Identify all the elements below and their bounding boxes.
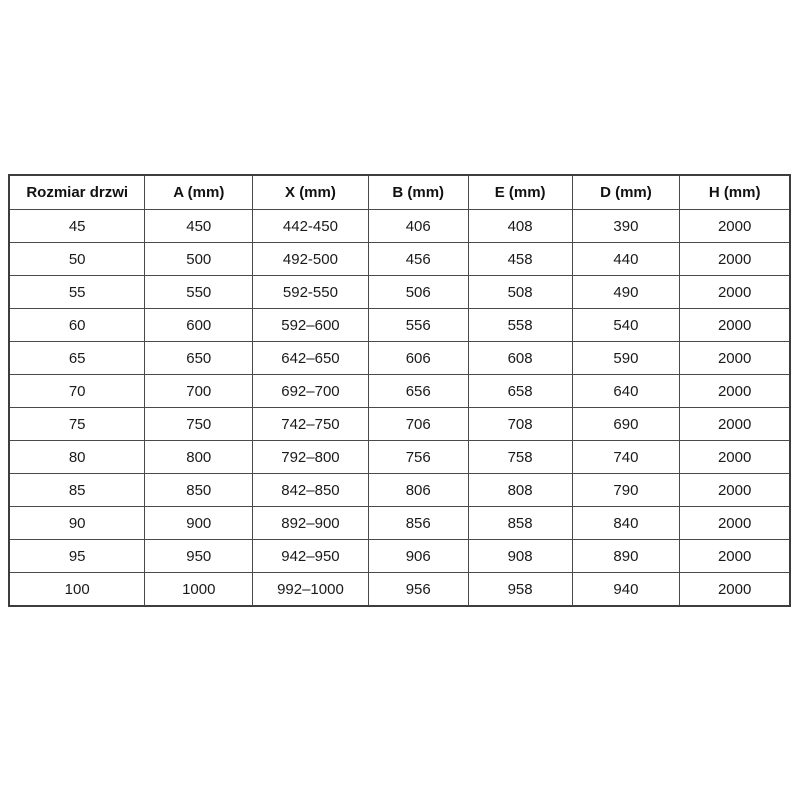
table-cell: 950 xyxy=(145,540,253,573)
table-cell: 892–900 xyxy=(253,507,369,540)
table-cell: 792–800 xyxy=(253,441,369,474)
table-cell: 900 xyxy=(145,507,253,540)
table-row xyxy=(9,342,790,375)
table-cell: 850 xyxy=(145,474,253,507)
table-cell: 708 xyxy=(468,408,572,441)
table-row xyxy=(9,175,790,210)
table-cell: 540 xyxy=(572,309,680,342)
table-cell: 508 xyxy=(468,276,572,309)
table-cell: 658 xyxy=(468,375,572,408)
table-cell: 942–950 xyxy=(253,540,369,573)
table-cell: 45 xyxy=(9,210,145,243)
table-cell: 2000 xyxy=(680,441,790,474)
table-cell: 2000 xyxy=(680,309,790,342)
table-row xyxy=(9,474,790,507)
table-cell: 450 xyxy=(145,210,253,243)
table-cell: 656 xyxy=(368,375,468,408)
table-cell: 956 xyxy=(368,573,468,607)
table-cell: 95 xyxy=(9,540,145,573)
table-cell: 2000 xyxy=(680,573,790,607)
table-row xyxy=(9,408,790,441)
table-cell: 690 xyxy=(572,408,680,441)
table-cell: 390 xyxy=(572,210,680,243)
table-cell: 65 xyxy=(9,342,145,375)
table-cell: 590 xyxy=(572,342,680,375)
table-cell: 2000 xyxy=(680,342,790,375)
table-cell: 790 xyxy=(572,474,680,507)
table-cell: 2000 xyxy=(680,375,790,408)
table-cell: 408 xyxy=(468,210,572,243)
table-cell: 958 xyxy=(468,573,572,607)
table-cell: 70 xyxy=(9,375,145,408)
door-size-table-container xyxy=(8,174,791,607)
table-cell: 908 xyxy=(468,540,572,573)
table-cell: 90 xyxy=(9,507,145,540)
table-cell: 608 xyxy=(468,342,572,375)
table-cell: 750 xyxy=(145,408,253,441)
table-cell: 840 xyxy=(572,507,680,540)
table-cell: 550 xyxy=(145,276,253,309)
table-header-cell: Rozmiar drzwi xyxy=(9,175,145,210)
table-cell: 740 xyxy=(572,441,680,474)
table-cell: 55 xyxy=(9,276,145,309)
table-cell: 700 xyxy=(145,375,253,408)
table-header-row xyxy=(9,175,790,210)
table-row xyxy=(9,243,790,276)
table-cell: 406 xyxy=(368,210,468,243)
table-row xyxy=(9,375,790,408)
table-cell: 592–600 xyxy=(253,309,369,342)
table-cell: 490 xyxy=(572,276,680,309)
table-cell: 806 xyxy=(368,474,468,507)
table-cell: 906 xyxy=(368,540,468,573)
table-row xyxy=(9,540,790,573)
table-cell: 940 xyxy=(572,573,680,607)
table-cell: 506 xyxy=(368,276,468,309)
table-row xyxy=(9,210,790,243)
table-cell: 50 xyxy=(9,243,145,276)
table-cell: 706 xyxy=(368,408,468,441)
table-cell: 2000 xyxy=(680,243,790,276)
table-header-cell: D (mm) xyxy=(572,175,680,210)
table-cell: 2000 xyxy=(680,474,790,507)
table-cell: 890 xyxy=(572,540,680,573)
table-cell: 756 xyxy=(368,441,468,474)
table-cell: 458 xyxy=(468,243,572,276)
table-cell: 842–850 xyxy=(253,474,369,507)
table-row xyxy=(9,441,790,474)
table-header-cell: X (mm) xyxy=(253,175,369,210)
table-row xyxy=(9,573,790,607)
door-size-table xyxy=(8,174,791,607)
table-cell: 2000 xyxy=(680,210,790,243)
table-header-cell: A (mm) xyxy=(145,175,253,210)
table-cell: 442-450 xyxy=(253,210,369,243)
table-cell: 742–750 xyxy=(253,408,369,441)
table-row xyxy=(9,507,790,540)
table-header-cell: H (mm) xyxy=(680,175,790,210)
table-cell: 440 xyxy=(572,243,680,276)
table-row xyxy=(9,309,790,342)
table-cell: 640 xyxy=(572,375,680,408)
table-cell: 808 xyxy=(468,474,572,507)
table-row xyxy=(9,276,790,309)
table-cell: 992–1000 xyxy=(253,573,369,607)
table-cell: 500 xyxy=(145,243,253,276)
table-cell: 592-550 xyxy=(253,276,369,309)
table-cell: 80 xyxy=(9,441,145,474)
table-cell: 600 xyxy=(145,309,253,342)
table-header-cell: B (mm) xyxy=(368,175,468,210)
table-cell: 758 xyxy=(468,441,572,474)
table-cell: 2000 xyxy=(680,276,790,309)
table-cell: 642–650 xyxy=(253,342,369,375)
table-cell: 456 xyxy=(368,243,468,276)
table-cell: 85 xyxy=(9,474,145,507)
table-cell: 800 xyxy=(145,441,253,474)
table-cell: 2000 xyxy=(680,540,790,573)
table-cell: 2000 xyxy=(680,408,790,441)
table-cell: 858 xyxy=(468,507,572,540)
table-header-cell: E (mm) xyxy=(468,175,572,210)
table-cell: 856 xyxy=(368,507,468,540)
table-cell: 692–700 xyxy=(253,375,369,408)
table-cell: 100 xyxy=(9,573,145,607)
table-cell: 60 xyxy=(9,309,145,342)
table-body xyxy=(9,210,790,607)
table-cell: 2000 xyxy=(680,507,790,540)
table-cell: 606 xyxy=(368,342,468,375)
table-cell: 1000 xyxy=(145,573,253,607)
table-cell: 558 xyxy=(468,309,572,342)
table-cell: 492-500 xyxy=(253,243,369,276)
table-cell: 556 xyxy=(368,309,468,342)
table-cell: 75 xyxy=(9,408,145,441)
table-cell: 650 xyxy=(145,342,253,375)
